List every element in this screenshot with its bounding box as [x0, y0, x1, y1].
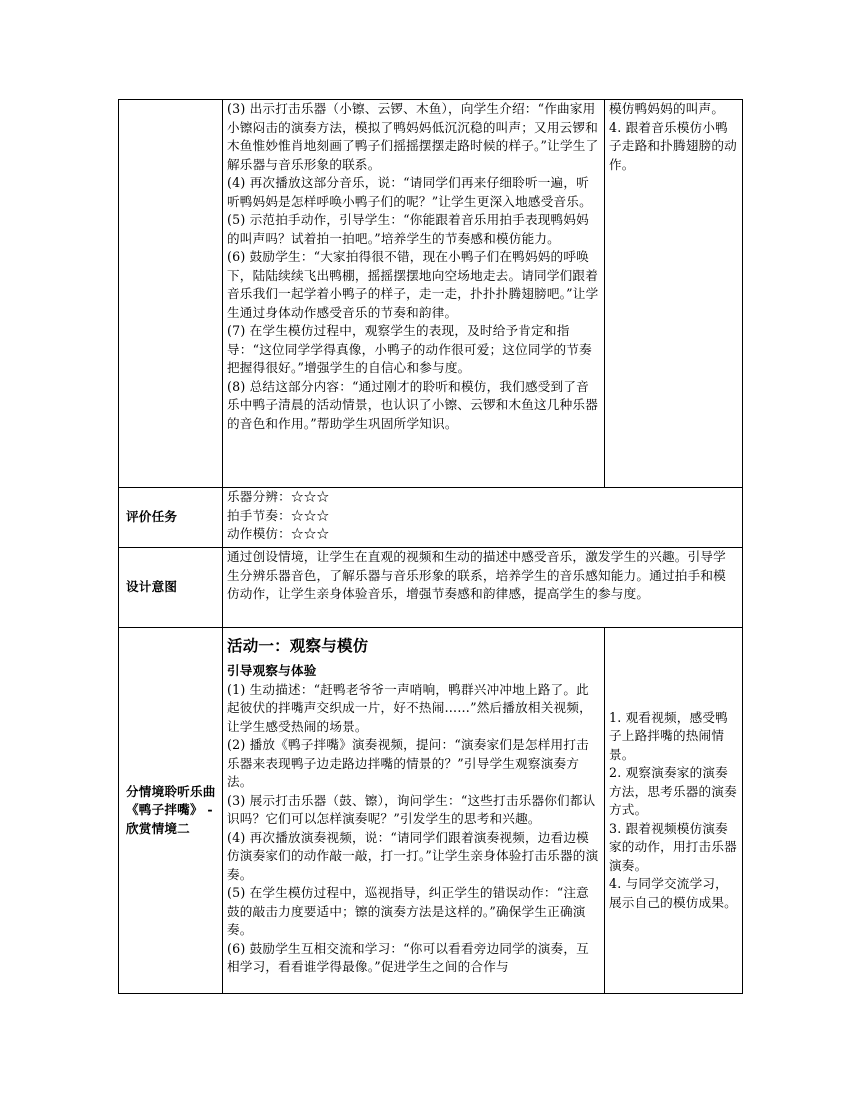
lesson-plan-table — [118, 99, 743, 994]
table-row — [119, 628, 743, 994]
row-label-design-intent: 设计意图 — [119, 548, 223, 628]
teacher-step: (1) 生动描述：“赶鸭老爷爷一声哨响，鸭群兴冲冲地上路了。此起彼伏的拌嘴声交织成一片，好不热闹……”然后播放相关视频，让学生感受热闹的场景。 — [227, 681, 592, 734]
student-step: 4. 与同学交流学习，展示自己的模仿成果。 — [609, 876, 737, 910]
teacher-step: (3) 出示打击乐器（小镲、云锣、木鱼），向学生介绍：“作曲家用小镲闷击的演奏方法，模拟了鸭妈妈低沉沉稳的叫声；又用云锣和木鱼惟妙惟肖地刻画了鸭子们摇摇摆摆走路时候的样子。”让学生了解乐器与音乐形象的联系。 — [227, 101, 599, 172]
table-row — [119, 488, 743, 548]
student-step: 3. 跟着视频模仿演奏家的动作，用打击乐器演奏。 — [609, 820, 737, 873]
teacher-step: (5) 在学生模仿过程中，巡视指导，纠正学生的错误动作：“注意鼓的敲击力度要适中；镲的演奏方法是这样的。”确保学生正确演奏。 — [227, 885, 589, 937]
teacher-step: (2) 播放《鸭子拌嘴》演奏视频，提问：“演奏家们是怎样用打击乐器来表现鸭子边走路边拌嘴的情景的？”引导学生观察演奏方法。 — [227, 737, 589, 789]
design-intent-cell — [223, 548, 743, 628]
teacher-step: (7) 在学生模仿过程中，观察学生的表现，及时给予肯定和指导：“这位同学学得真像，小鸭子的动作很可爱；这位同学的节奏把握得很好。”增强学生的自信心和参与度。 — [227, 323, 592, 375]
student-step: 1. 观看视频，感受鸭子上路拌嘴的热闹情景。 — [609, 709, 728, 762]
teacher-step: (4) 再次播放演奏视频，说：“请同学们跟着演奏视频，边看边模仿演奏家们的动作敲一敲，打一打。”让学生亲身体验打击乐器的演奏。 — [227, 829, 599, 882]
evaluation-item: 动作模仿：☆☆☆ — [227, 526, 330, 541]
student-step: 模仿鸭妈妈的叫声。 — [609, 101, 725, 116]
row-label-scenario-two: 分情境聆听乐曲《鸭子拌嘴》 - 欣赏情境二 — [119, 628, 223, 994]
student-step: 4. 跟着音乐模仿小鸭子走路和扑腾翅膀的动作。 — [609, 119, 737, 172]
table-row — [119, 548, 743, 628]
table-row — [119, 100, 743, 488]
evaluation-item: 乐器分辨：☆☆☆ — [227, 489, 330, 504]
teacher-step: (5) 示范拍手动作，引导学生：“你能跟着音乐用拍手表现鸭妈妈的叫声吗？试着拍一拍吧。”培养学生的节奏感和模仿能力。 — [227, 212, 589, 246]
student-activity-cell — [605, 100, 743, 488]
row-label-evaluation: 评价任务 — [119, 488, 223, 548]
evaluation-item: 拍手节奏：☆☆☆ — [227, 507, 330, 523]
teacher-step: (6) 鼓励学生互相交流和学习：“你可以看看旁边同学的演奏，互相学习，看看谁学得最像。”促进学生之间的合作与 — [227, 940, 589, 974]
activity-subheading: 引导观察与体验 — [227, 663, 317, 678]
activity-heading: 活动一：观察与模仿 — [227, 637, 369, 655]
evaluation-cell — [223, 488, 743, 548]
row-label-cell — [119, 100, 223, 488]
teacher-step: (6) 鼓励学生：“大家拍得很不错，现在小鸭子们在鸭妈妈的呼唤下，陆陆续续飞出鸭棚，摇摇摆摆地向空场地走去。请同学们跟着音乐我们一起学着小鸭子的样子，走一走，扑扑扑腾翅膀吧。”让学生通过身体动作感受音乐的节奏和韵律。 — [227, 249, 599, 320]
teacher-step: (3) 展示打击乐器（鼓、镲），询问学生：“这些打击乐器你们都认识吗？它们可以怎样演奏呢？”引发学生的思考和兴趣。 — [227, 792, 596, 826]
teacher-step: (4) 再次播放这部分音乐，说：“请同学们再来仔细聆听一遍，听听鸭妈妈是怎样呼唤小鸭子们的呢？”让学生更深入地感受音乐。 — [227, 175, 592, 209]
student-step: 2. 观察演奏家的演奏方法，思考乐器的演奏方式。 — [609, 765, 737, 818]
student-activity-cell — [605, 628, 743, 994]
teacher-activity-cell — [223, 100, 605, 488]
design-intent-text: 通过创设情境，让学生在直观的视频和生动的描述中感受音乐，激发学生的兴趣。引导学生分辨乐器音色，了解乐器与音乐形象的联系，培养学生的音乐感知能力。通过拍手和模仿动作，让学生亲身体验音乐，增强节奏感和韵律感，提高学生的参与度。 — [227, 549, 726, 601]
teacher-step: (8) 总结这部分内容：“通过刚才的聆听和模仿，我们感受到了音乐中鸭子清晨的活动情景，也认识了小镲、云锣和木鱼这几种乐器的音色和作用。”帮助学生巩固所学知识。 — [227, 378, 599, 431]
teacher-activity-cell — [223, 628, 605, 994]
